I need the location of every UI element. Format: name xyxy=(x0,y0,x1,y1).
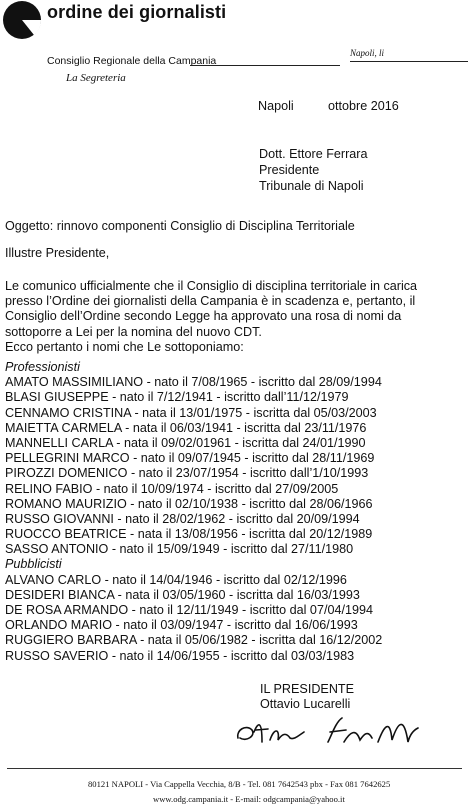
list-item: PELLEGRINI MARCO - nato il 09/07/1945 - iscritto dal 28/11/1969 xyxy=(5,451,375,466)
list-item: BLASI GIUSEPPE - nato il 7/12/1941 - iscritto dall’11/12/1979 xyxy=(5,390,349,405)
closing-block xyxy=(260,682,354,712)
closing-name: Ottavio Lucarelli xyxy=(260,697,351,711)
recipient-role: Presidente xyxy=(259,163,320,177)
list-item: ROMANO MAURIZIO - nato il 02/10/1938 - iscritto dal 28/06/1966 xyxy=(5,496,373,511)
footer-web: www.odg.campania.it - E-mail: odgcampania@yahoo.it xyxy=(153,794,345,804)
footer-address: 80121 NAPOLI - Via Cappella Vecchia, 8/B - Tel. 081 7642543 pbx - Fax 081 7642625 xyxy=(88,779,391,789)
paragraph-line: Le comunico ufficialmente che il Consiglio di disciplina territoriale in carica xyxy=(5,279,418,293)
greeting: Illustre Presidente, xyxy=(5,246,110,260)
section-title-professionisti: Professionisti xyxy=(5,360,80,374)
list-item: RUSSO GIOVANNI - nato il 28/02/1962 - iscritto dal 20/09/1994 xyxy=(5,511,360,526)
list-item: MAIETTA CARMELA - nata il 06/03/1941 - iscritta dal 23/11/1976 xyxy=(5,420,367,435)
subject-line: Oggetto: rinnovo componenti Consiglio di Disciplina Territoriale xyxy=(5,219,355,233)
paragraph-line: Consiglio dell’Ordine secondo Legge ha approvato una rosa di nomi da xyxy=(5,309,402,324)
list-item: RUSSO SAVERIO - nato il 14/06/1955 - iscritto dal 03/03/1983 xyxy=(5,648,355,663)
office-stamp: La Segreteria xyxy=(66,72,126,84)
footer-rule xyxy=(7,768,462,769)
org-subtitle: Consiglio Regionale della Campania xyxy=(47,55,217,67)
list-item: PIROZZI DOMENICO - nato il 23/07/1954 - iscritto dall’1/10/1993 xyxy=(5,466,369,481)
candidate-list xyxy=(5,360,382,664)
closing-title: IL PRESIDENTE xyxy=(260,682,355,696)
section-title-pubblicisti: Pubblicisti xyxy=(5,557,62,572)
date-month: ottobre 2016 xyxy=(328,99,399,113)
paragraph-line: Ecco pertanto i nomi che Le sottoponiamo: xyxy=(5,339,244,354)
body-paragraph xyxy=(5,279,467,355)
recipient-name: Dott. Ettore Ferrara xyxy=(259,147,368,161)
date-place: Napoli xyxy=(258,99,294,113)
list-item: SASSO ANTONIO - nato il 15/09/1949 - iscritto dal 27/11/1980 xyxy=(5,542,354,557)
recipient-block xyxy=(259,146,367,194)
list-item: MANNELLI CARLA - nata il 09/02/01961 - iscritta dal 24/01/1990 xyxy=(5,435,366,450)
paragraph-line: presso l’Ordine dei giornalisti della Campania è in scadenza e, pertanto, il xyxy=(5,294,416,309)
header-rule-right xyxy=(350,61,468,62)
handwritten-signature xyxy=(232,712,422,754)
list-item: DESIDERI BIANCA - nata il 03/05/1960 - iscritta dal 16/03/1993 xyxy=(5,587,360,602)
list-item: RUOCCO BEATRICE - nata il 13/08/1956 - iscritta dal 20/12/1989 xyxy=(5,527,373,542)
org-name: ordine dei giornalisti xyxy=(47,2,227,22)
list-item: AMATO MASSIMILIANO - nato il 7/08/1965 - iscritto dal 28/09/1994 xyxy=(5,375,382,390)
paragraph-line: sottoporre a Lei per la nomina del nuovo CDT. xyxy=(5,324,262,339)
recipient-office: Tribunale di Napoli xyxy=(259,179,364,193)
place-stamp: Napoli, li xyxy=(350,48,385,58)
list-item: RUGGIERO BARBARA - nata il 05/06/1982 - iscritta dal 16/12/2002 xyxy=(5,633,383,648)
list-item: ORLANDO MARIO - nato il 03/09/1947 - iscritto dal 16/06/1993 xyxy=(5,618,358,633)
list-item: DE ROSA ARMANDO - nato il 12/11/1949 - iscritto dal 07/04/1994 xyxy=(5,603,373,617)
list-item: CENNAMO CRISTINA - nata il 13/01/1975 - iscritta dal 05/03/2003 xyxy=(5,405,377,420)
header-rule xyxy=(190,65,340,66)
list-item: RELINO FABIO - nato il 10/09/1974 - iscritto dal 27/09/2005 xyxy=(5,481,339,496)
list-item: ALVANO CARLO - nato il 14/04/1946 - iscritto dal 02/12/1996 xyxy=(5,572,347,587)
